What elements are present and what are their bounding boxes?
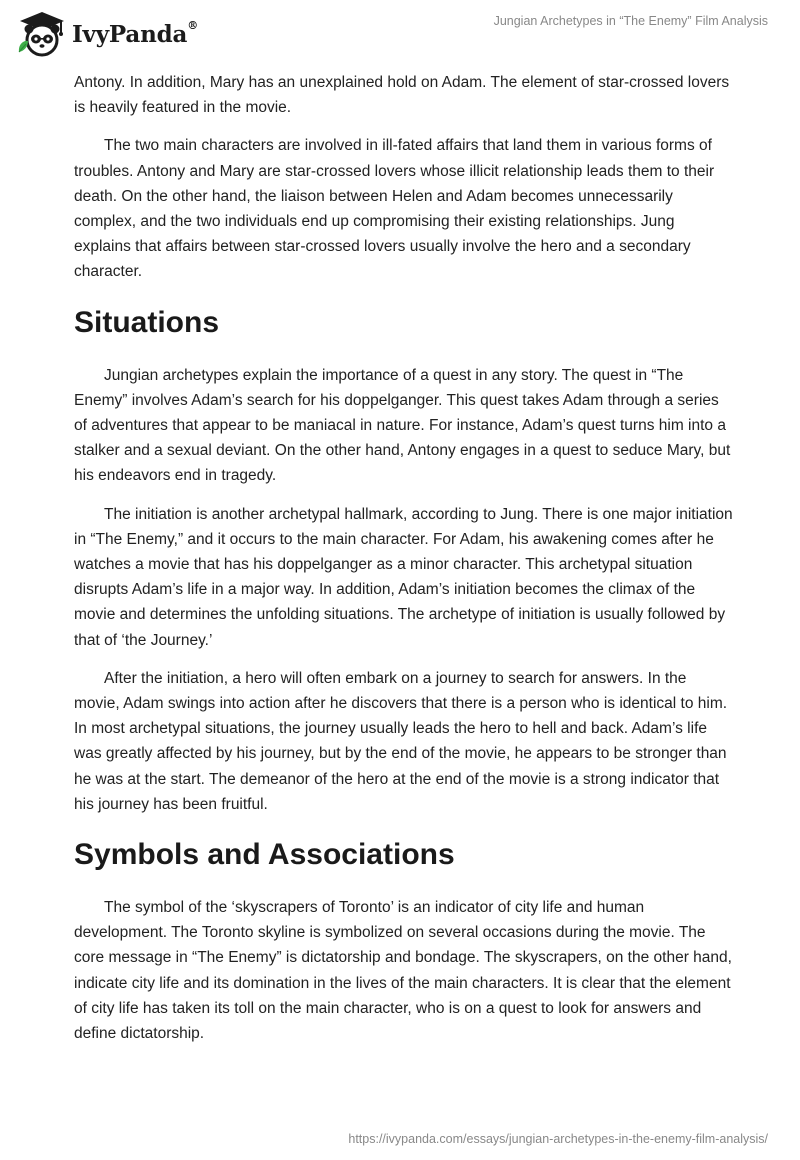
- brand-name: IvyPanda®: [72, 18, 198, 48]
- paragraph-continued: Antony. In addition, Mary has an unexplained hold on Adam. The element of star-crossed lovers is heavily featured in the movie.: [74, 74, 730, 117]
- paragraph-quest: Jungian archetypes explain the importance of a quest in any story. The quest in “The Enemy” involves Adam’s search for his doppelganger. This quest takes Adam through a series of adventures that appear to be maniacal in nature. For instance, Adam’s quest turns him into a stalker and a sexual deviant. On the other hand, Antony engages in a quest to seduce Mary, but his endeavors end in tragedy.: [74, 366, 731, 485]
- paragraph-initiation: The initiation is another archetypal hallmark, according to Jung. There is one major initiation in “The Enemy,” and it occurs to the main character. For Adam, his awakening comes after he watches a movie that has his doppelganger as a minor character. This archetypal situation disrupts Adam’s life in a major way. In addition, Adam’s initiation becomes the climax of the movie and determines the unfolding situations. The archetype of initiation is usually followed by that of ‘the Journey.’: [74, 505, 733, 649]
- paragraph-skyscrapers: The symbol of the ‘skyscrapers of Toronto’ is an indicator of city life and human development. The Toronto skyline is symbolized on several occasions during the movie. The core message in “The Enemy” is dictatorship and bondage. The skyscrapers, on the other hand, indicate city life and its domination in the lives of the main characters. It is clear that the element of city life has taken its toll on the main character, who is on a quest to look for answers and define dictatorship.: [74, 899, 732, 1043]
- document-title: Jungian Archetypes in “The Enemy” Film Analysis: [493, 14, 768, 28]
- heading-symbols-associations: Symbols and Associations: [74, 838, 455, 872]
- panda-graduate-icon: [16, 10, 68, 58]
- source-url-link[interactable]: https://ivypanda.com/essays/jungian-archetypes-in-the-enemy-film-analysis/: [348, 1132, 768, 1146]
- paragraph-journey: After the initiation, a hero will often embark on a journey to search for answers. In the movie, Adam swings into action after he discovers that there is a person who is identical to him. In most archetypal situations, the journey usually leads the hero to hell and back. Adam’s life was greatly affected by his journey, but by the end of the movie, he appears to be stronger than he was at the start. The demeanor of the hero at the end of the movie is a strong indicator that his journey has been fruitful.: [74, 669, 728, 813]
- page-header: [0, 0, 800, 70]
- essay-body: [74, 70, 734, 1059]
- ivypanda-logo[interactable]: [16, 10, 198, 58]
- registered-mark: ®: [187, 18, 198, 32]
- heading-situations: Situations: [74, 305, 220, 339]
- paragraph-star-crossed-lovers: The two main characters are involved in ill-fated affairs that land them in various forms of troubles. Antony and Mary are star-crossed lovers whose illicit relationship leads them to their death. On the other hand, the liaison between Helen and Adam becomes unnecessarily complex, and the two individuals end up compromising their existing relationships. Jung explains that affairs between star-crossed lovers usually involve the hero and a secondary character.: [74, 137, 715, 281]
